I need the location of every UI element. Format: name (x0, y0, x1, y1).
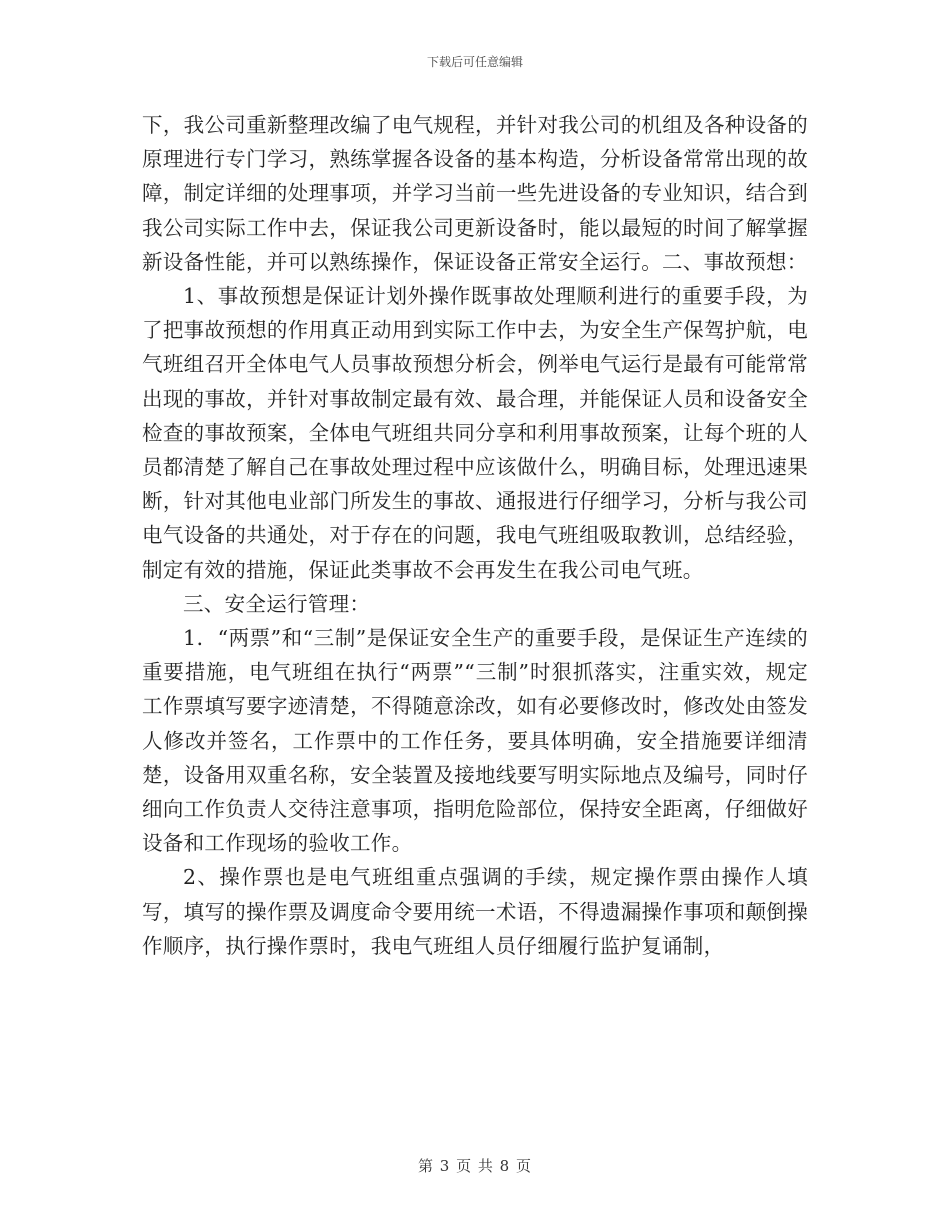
paragraph-4: 2、操作票也是电气班组重点强调的手续，规定操作票由操作人填写，填写的操作票及调度命令要用统一术语，不得遗漏操作事项和颠倒操作顺序，执行操作票时，我电气班组人员仔细履行监护复诵制， (142, 865, 808, 958)
page-number: 第 3 页 共 8 页 (418, 1157, 532, 1175)
section-heading: 三、安全运行管理： (183, 591, 371, 616)
page-header: 下载后可任意编辑 (426, 55, 523, 69)
paragraph-2: 1、事故预想是保证计划外操作既事故处理顺利进行的重要手段，为了把事故预想的作用真正动用到实际工作中去，为安全生产保驾护航，电气班组召开全体电气人员事故预想分析会，例举电气运行是最有可能常常出现的事故，并针对事故制定最有效、最合理，并能保证人员和设备安全检查的事故预案，全体电气班组共同分享和利用事故预案，让每个班的人员都清楚了解自己在事故处理过程中应该做什么，明确目标，处理迅速果断，针对其他电业部门所发生的事故、通报进行仔细学习，分析与我公司电气设备的共通处，对于存在的问题，我电气班组吸取教训，总结经验，制定有效的措施，保证此类事故不会再发生在我公司电气班。 (142, 284, 808, 582)
document-body (142, 108, 808, 963)
paragraph-3: 1．“两票”和“三制”是保证安全生产的重要手段，是保证生产连续的重要措施，电气班组在执行“两票”“三制”时狠抓落实，注重实效，规定工作票填写要字迹清楚，不得随意涂改，如有必要修改时，修改处由签发人修改并签名，工作票中的工作任务，要具体明确，安全措施要详细清楚，设备用双重名称，安全装置及接地线要写明实际地点及编号，同时仔细向工作负责人交待注意事项，指明危险部位，保持安全距离，仔细做好设备和工作现场的验收工作。 (142, 626, 808, 856)
paragraph-1: 下，我公司重新整理改编了电气规程，并针对我公司的机组及各种设备的原理进行专门学习，熟练掌握各设备的基本构造，分析设备常常出现的故障，制定详细的处理事项，并学习当前一些先进设备的专业知识，结合到我公司实际工作中去，保证我公司更新设备时，能以最短的时间了解掌握新设备性能，并可以熟练操作，保证设备正常安全运行。二、事故预想： (142, 113, 808, 274)
